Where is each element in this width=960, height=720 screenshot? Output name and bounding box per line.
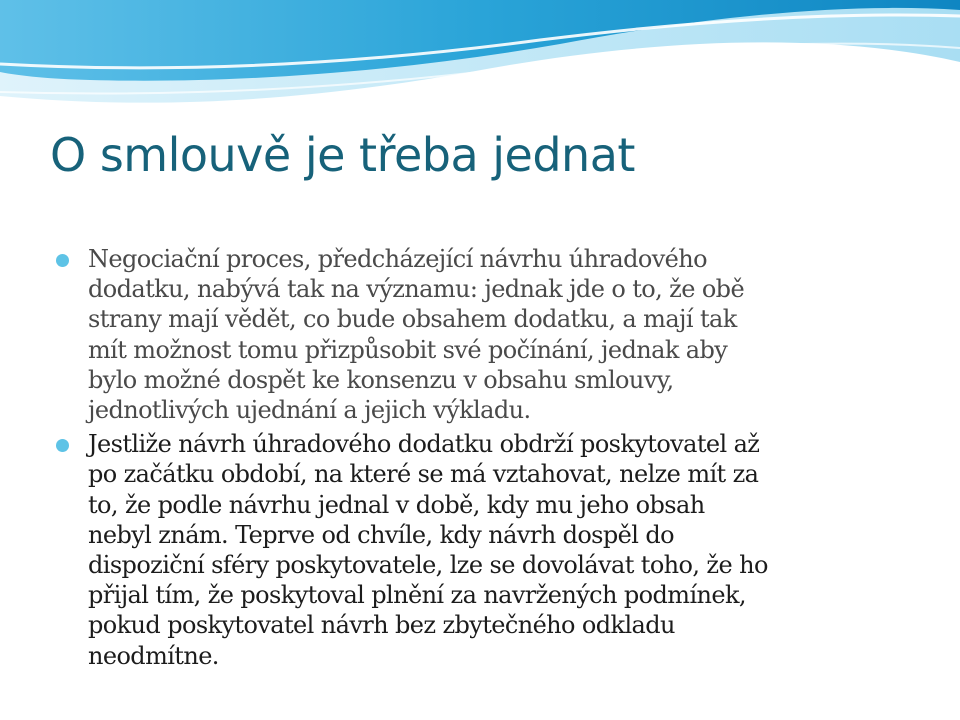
text-line: Negociační proces, předcházející návrhu úhradového bbox=[88, 245, 707, 273]
bullet-list bbox=[52, 244, 912, 675]
text-line: bylo možné dospět ke konsenzu v obsahu smlouvy, bbox=[88, 365, 674, 394]
bullet-item-negotiation bbox=[52, 244, 912, 425]
text-line: neodmítne. bbox=[88, 641, 219, 670]
text-line: přijal tím, že poskytoval plnění za navržených podmínek, bbox=[88, 581, 746, 610]
text-line: dodatku, nabývá tak na významu: jednak jde o to, že obě bbox=[88, 275, 745, 304]
text-line: dispoziční sféry poskytovatele, lze se dovolávat toho, že ho bbox=[88, 551, 768, 580]
text-line: pokud poskytovatel návrh bez zbytečného odkladu bbox=[88, 611, 675, 640]
text-line: mít možnost tomu přizpůsobit své počínání, jednak aby bbox=[88, 335, 728, 364]
text-line: nebyl znám. Teprve od chvíle, kdy návrh dospěl do bbox=[88, 520, 674, 549]
slide-title: O smlouvě je třeba jednat bbox=[50, 128, 635, 182]
bullet-dot-icon bbox=[56, 439, 69, 452]
bullet-dot-icon bbox=[56, 254, 69, 267]
text-line: Jestliže návrh úhradového dodatku obdrží poskytovatel až bbox=[88, 430, 760, 459]
text-line: to, že podle návrhu jednal v době, kdy mu jeho obsah bbox=[88, 490, 705, 519]
text-line: strany mají vědět, co bude obsahem dodatku, a mají tak bbox=[88, 305, 737, 334]
bullet-item-proposal-delivery bbox=[52, 429, 912, 671]
bullet-text bbox=[88, 244, 912, 425]
text-line: po začátku období, na které se má vztahovat, nelze mít za bbox=[88, 460, 759, 489]
text-line: jednotlivých ujednání a jejich výkladu. bbox=[88, 396, 531, 425]
header-wave-decoration bbox=[0, 0, 960, 118]
bullet-text bbox=[88, 429, 912, 671]
